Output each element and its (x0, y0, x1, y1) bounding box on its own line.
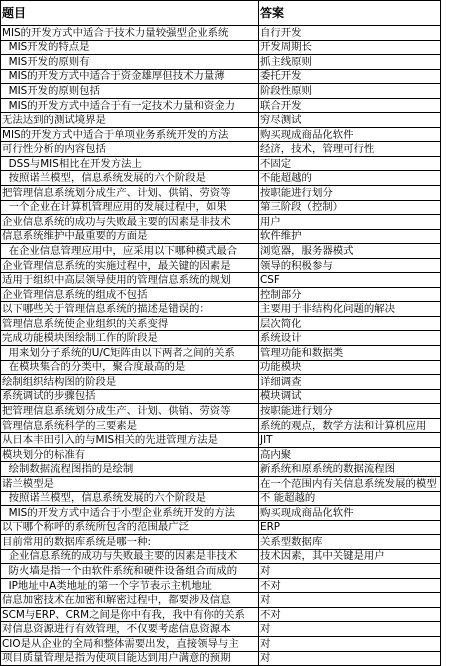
table-row (1, 229, 441, 244)
table-row (1, 476, 441, 491)
table-row (1, 520, 441, 535)
answer-cell[interactable]: 不 能超越的 (259, 491, 441, 506)
answer-cell[interactable]: 不对 (259, 607, 441, 622)
table-row (1, 375, 441, 390)
answer-cell[interactable]: JIT (259, 433, 441, 448)
table-row (1, 273, 441, 288)
question-cell[interactable]: 完成功能模块图绘制工作的阶段是 (1, 331, 259, 346)
answer-cell[interactable]: 开发周期长 (259, 40, 441, 55)
answer-cell[interactable]: 模块调试 (259, 389, 441, 404)
question-cell[interactable]: 从日本丰田引入的与MIS相关的先进管理方法是 (1, 433, 259, 448)
question-cell[interactable]: MIS开发的原则包括 (1, 84, 259, 99)
question-cell[interactable]: DSS与MIS相比在开发方法上 (1, 156, 259, 171)
question-cell[interactable]: 项目质量管理是指为使项目能达到用户满意的预期 (1, 651, 259, 666)
answer-cell[interactable]: 不固定 (259, 156, 441, 171)
answer-cell[interactable]: 第三阶段（控制） (259, 200, 441, 215)
question-cell[interactable]: 按照诺兰模型，信息系统发展的六个阶段是 (1, 171, 259, 186)
answer-cell[interactable]: 按职能进行划分 (259, 404, 441, 419)
answer-cell[interactable]: 对 (259, 636, 441, 651)
question-cell[interactable]: 适用于组织中高层领导使用的管理信息系统的规划 (1, 273, 259, 288)
answer-cell[interactable]: 对 (259, 651, 441, 666)
question-cell[interactable]: 企业信息系统的成功与失败最主要的因素是非技术 (1, 215, 259, 230)
question-cell[interactable]: 一个企业在计算机管理应用的发展过程中，如果 (1, 200, 259, 215)
answer-cell[interactable]: 对 (259, 593, 441, 608)
answer-cell[interactable]: 对 (259, 564, 441, 579)
table-row (1, 346, 441, 361)
table-body (1, 26, 441, 666)
answer-cell[interactable]: 浏览器，服务器模式 (259, 244, 441, 259)
answer-cell[interactable]: 管理功能和数据类 (259, 346, 441, 361)
answer-cell[interactable]: 抓主线原则 (259, 55, 441, 70)
table-row (1, 98, 441, 113)
table-row (1, 404, 441, 419)
column-header-answer[interactable]: 答案 (259, 1, 441, 26)
question-cell[interactable]: 信息系统维护中最重要的方面是 (1, 229, 259, 244)
answer-cell[interactable]: 不能超越的 (259, 171, 441, 186)
table-row (1, 200, 441, 215)
table-row (1, 127, 441, 142)
answer-cell[interactable]: 系统的观点，数学方法和计算机应用 (259, 418, 441, 433)
question-cell[interactable]: 企业管理信息系统的组成不包括 (1, 287, 259, 302)
column-header-question[interactable]: 题目 (1, 1, 259, 26)
table-row (1, 433, 441, 448)
table-row (1, 186, 441, 201)
answer-cell[interactable]: 领导的积极参与 (259, 258, 441, 273)
table-row (1, 302, 441, 317)
answer-cell[interactable]: 购买现成商品化软件 (259, 506, 441, 521)
header-row (1, 1, 441, 26)
answer-cell[interactable]: 主要用于非结构化问题的解决 (259, 302, 441, 317)
question-cell[interactable]: 绘制数据流程图指的是绘制 (1, 462, 259, 477)
question-cell[interactable]: IP地址中A类地址的第一个字节表示主机地址 (1, 578, 259, 593)
answer-cell[interactable]: 技术因素，其中关键是用户 (259, 549, 441, 564)
question-cell[interactable]: MIS的开发方式中适合于单项业务系统开发的方法 (1, 127, 259, 142)
answer-cell[interactable]: 穷尽测试 (259, 113, 441, 128)
answer-cell[interactable]: 联合开发 (259, 98, 441, 113)
answer-cell[interactable]: 详细调查 (259, 375, 441, 390)
question-cell[interactable]: 防火墙是指一个由软件系统和硬件设备组合而成的 (1, 564, 259, 579)
question-cell[interactable]: MIS的开发方式中适合于技术力量较强型企业系统 (1, 26, 259, 41)
table-row (1, 607, 441, 622)
question-cell[interactable]: 诺兰模型是 (1, 476, 259, 491)
question-cell[interactable]: MIS的开发方式中适合于资金雄厚但技术力量薄 (1, 69, 259, 84)
answer-cell[interactable]: 委托开发 (259, 69, 441, 84)
table-row (1, 84, 441, 99)
question-cell[interactable]: MIS开发的原则有 (1, 55, 259, 70)
question-cell[interactable]: 可行性分析的内容包括 (1, 142, 259, 157)
answer-cell[interactable]: 高内聚 (259, 447, 441, 462)
question-cell[interactable]: 管理信息系统使企业组织的关系变得 (1, 316, 259, 331)
table-row (1, 506, 441, 521)
table-row (1, 622, 441, 637)
table-row (1, 651, 441, 666)
table-row (1, 360, 441, 375)
answer-cell[interactable]: ERP (259, 520, 441, 535)
table-row (1, 389, 441, 404)
table-row (1, 462, 441, 477)
table-row (1, 26, 441, 41)
answer-cell[interactable]: CSF (259, 273, 441, 288)
question-cell[interactable]: 在企业信息管理应用中，应采用以下哪种模式最合 (1, 244, 259, 259)
question-cell[interactable]: 以下哪些关于管理信息系统的描述是错误的： (1, 302, 259, 317)
question-cell[interactable]: 模块划分的标准有 (1, 447, 259, 462)
table-row (1, 142, 441, 157)
answer-cell[interactable]: 在一个范围内有关信息系统发展的模型 (259, 476, 441, 491)
table-row (1, 287, 441, 302)
table-row (1, 316, 441, 331)
question-cell[interactable]: 信息加密技术在加密和解密过程中，都要涉及信息 (1, 593, 259, 608)
table-row (1, 171, 441, 186)
answer-cell[interactable]: 经济，技术，管理可行性 (259, 142, 441, 157)
answer-cell[interactable]: 软件维护 (259, 229, 441, 244)
answer-cell[interactable]: 关系型数据库 (259, 535, 441, 550)
answer-cell[interactable]: 新系统和原系统的数据流程图 (259, 462, 441, 477)
question-cell[interactable]: 在模块集合的分类中，聚合度最高的是 (1, 360, 259, 375)
question-cell[interactable]: 对信息资源进行有效管理，不仅要考虑信息资源本 (1, 622, 259, 637)
question-cell[interactable]: 企业信息系统的成功与失败最主要的因素是非技术 (1, 549, 259, 564)
answer-cell[interactable]: 层次简化 (259, 316, 441, 331)
answer-cell[interactable]: 对 (259, 622, 441, 637)
table-row (1, 418, 441, 433)
answer-cell[interactable]: 购买现成商品化软件 (259, 127, 441, 142)
question-cell[interactable]: 绘制组织结构图的阶段是 (1, 375, 259, 390)
table-row (1, 113, 441, 128)
table-row (1, 244, 441, 259)
question-cell[interactable]: 用来划分子系统的U/C矩阵由以下两者之间的关系 (1, 346, 259, 361)
answer-cell[interactable]: 功能模块 (259, 360, 441, 375)
table-row (1, 258, 441, 273)
question-cell[interactable]: 把管理信息系统划分成生产、计划、供销、劳资等 (1, 404, 259, 419)
table-row (1, 578, 441, 593)
table-row (1, 447, 441, 462)
answer-cell[interactable]: 按职能进行划分 (259, 186, 441, 201)
table-row (1, 156, 441, 171)
answer-cell[interactable]: 阶段性原则 (259, 84, 441, 99)
question-cell[interactable]: 把管理信息系统划分成生产、计划、供销、劳资等 (1, 186, 259, 201)
table-row (1, 593, 441, 608)
question-cell[interactable]: 按照诺兰模型，信息系统发展的六个阶段是 (1, 491, 259, 506)
table-row (1, 549, 441, 564)
table-row (1, 215, 441, 230)
question-cell[interactable]: 管理信息系统科学的三要素是 (1, 418, 259, 433)
answer-cell[interactable]: 不对 (259, 578, 441, 593)
table-row (1, 40, 441, 55)
table-row (1, 535, 441, 550)
question-cell[interactable]: SCM与ERP、CRM之间是你中有我，我中有你的关系 (1, 607, 259, 622)
table-row (1, 564, 441, 579)
answer-cell[interactable]: 自行开发 (259, 26, 441, 41)
table-row (1, 636, 441, 651)
question-cell[interactable]: MIS开发的特点是 (1, 40, 259, 55)
answer-cell[interactable]: 系统设计 (259, 331, 441, 346)
question-cell[interactable]: MIS的开发方式中适合于小型企业系统开发的方法 (1, 506, 259, 521)
table-row (1, 55, 441, 70)
answer-cell[interactable]: 用户 (259, 215, 441, 230)
question-cell[interactable]: CIO是从企业的全局和整体需要出发，直接领导与主 (1, 636, 259, 651)
question-cell[interactable]: 目前常用的数据库系统是哪一种: (1, 535, 259, 550)
question-cell[interactable]: 以下哪个称呼的系统所包含的范围最广泛 (1, 520, 259, 535)
question-cell[interactable]: 无法达到的测试境界是 (1, 113, 259, 128)
table-row (1, 331, 441, 346)
table-row (1, 491, 441, 506)
question-cell[interactable]: 系统调试的步骤包括 (1, 389, 259, 404)
question-cell[interactable]: MIS的开发方式中适合于有一定技术力量和资金力 (1, 98, 259, 113)
table-row (1, 69, 441, 84)
question-cell[interactable]: 企业管理信息系统的实施过程中，最关键的因素是 (1, 258, 259, 273)
answer-cell[interactable]: 控制部分 (259, 287, 441, 302)
